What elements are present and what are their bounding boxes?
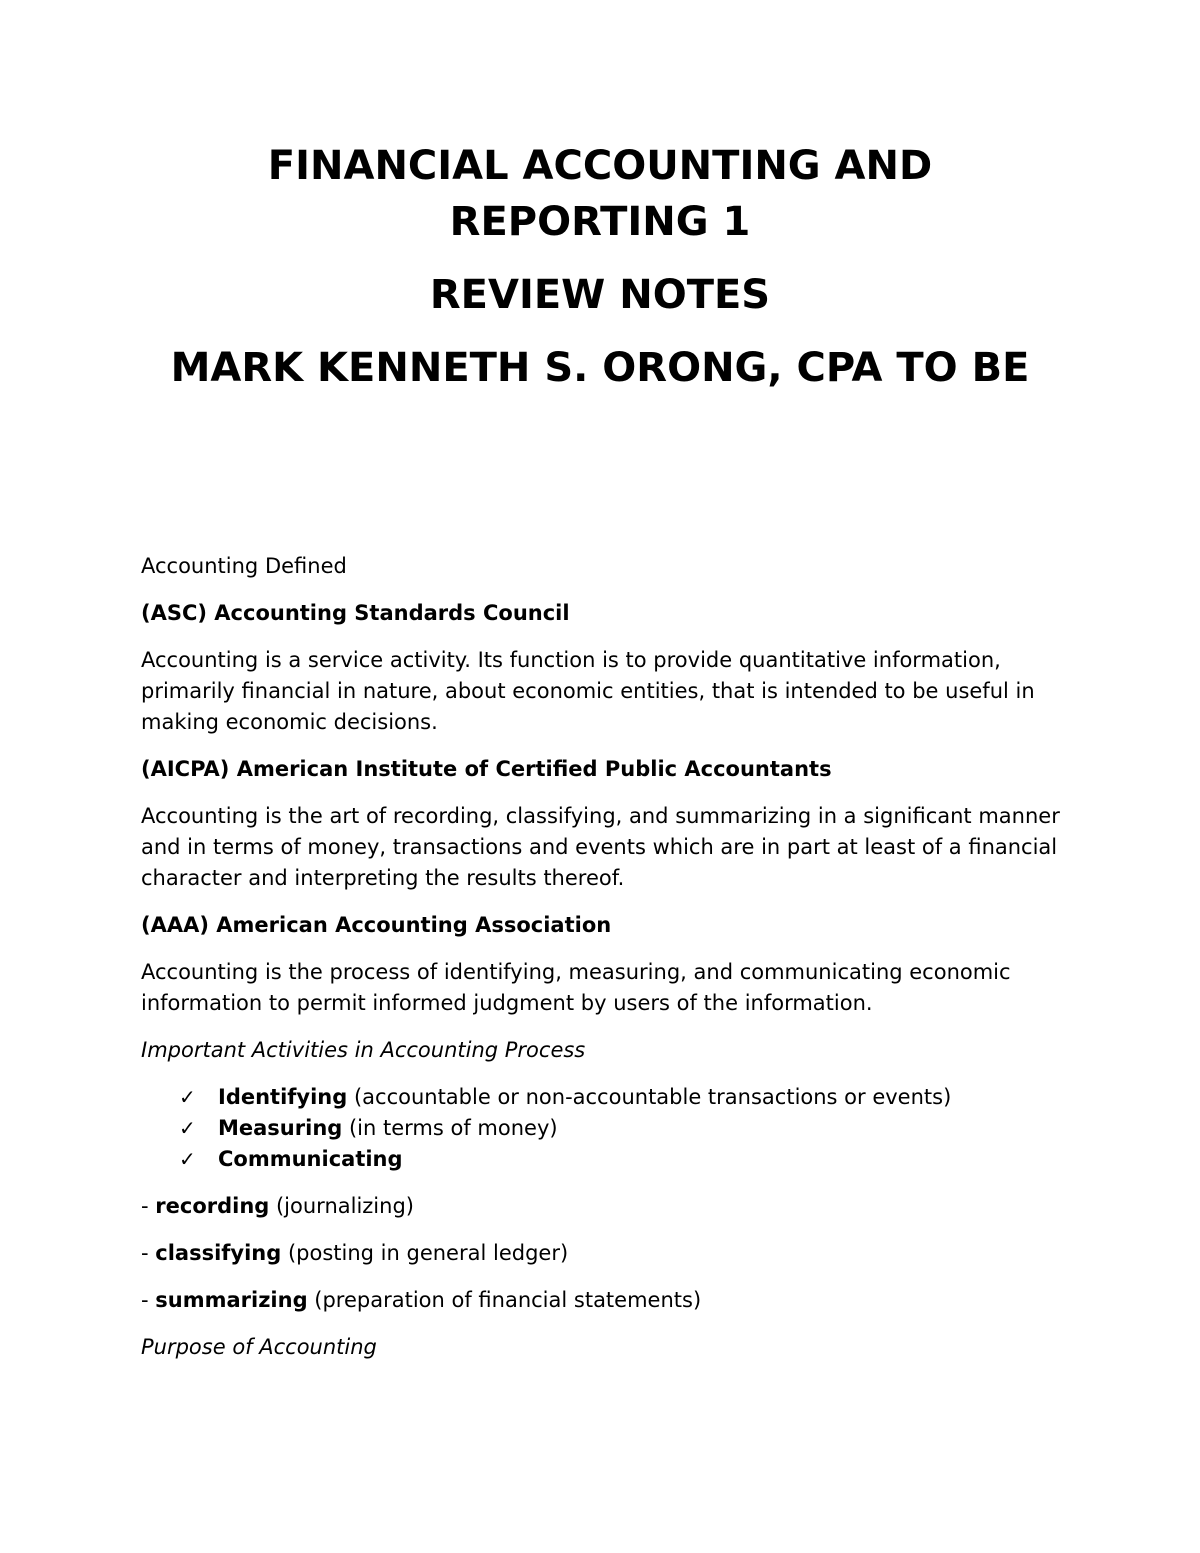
list-item — [141, 1082, 1061, 1113]
sub-activity-name: classifying — [155, 1241, 282, 1265]
purpose-heading: Purpose of Accounting — [141, 1335, 377, 1359]
title-author: MARK KENNETH S. ORONG, CPA TO BE — [170, 345, 1030, 391]
activity-detail: (accountable or non-accountable transactions or events) — [347, 1085, 952, 1109]
activity-name: Measuring — [218, 1116, 343, 1140]
document-body — [141, 551, 1061, 1379]
check-icon: ✓ — [179, 1147, 196, 1171]
list-item — [141, 1144, 1061, 1175]
sub-activity-detail: (journalizing) — [269, 1194, 414, 1218]
sub-activity-classifying — [141, 1238, 1061, 1269]
sub-activity-detail: (posting in general ledger) — [281, 1241, 569, 1265]
title-subtitle: REVIEW NOTES — [429, 272, 771, 318]
definition-heading-asc: (ASC) Accounting Standards Council — [141, 601, 570, 625]
sub-activity-detail: (preparation of financial statements) — [307, 1288, 702, 1312]
activities-heading: Important Activities in Accounting Process — [141, 1038, 586, 1062]
activity-name: Communicating — [218, 1147, 403, 1171]
sub-activity-prefix: - — [141, 1194, 156, 1218]
sub-activity-name: summarizing — [155, 1288, 308, 1312]
check-icon: ✓ — [179, 1116, 196, 1140]
list-item — [141, 1113, 1061, 1144]
definition-heading-aaa: (AAA) American Accounting Association — [141, 913, 612, 937]
title-main: FINANCIAL ACCOUNTING AND REPORTING 1 — [267, 143, 933, 245]
sub-activity-summarizing — [141, 1285, 1061, 1316]
activities-list — [141, 1082, 1061, 1175]
activity-detail: (in terms of money) — [342, 1116, 558, 1140]
sub-activity-prefix: - — [141, 1288, 156, 1312]
definition-text-asc: Accounting is a service activity. Its function is to provide quantitative information, primarily financial in nature, about economic entities, that is intended to be useful in making economic decisions. — [141, 648, 1035, 734]
definition-text-aaa: Accounting is the process of identifying, measuring, and communicating economic information to permit informed judgment by users of the information. — [141, 960, 1011, 1015]
section-label: Accounting Defined — [141, 554, 347, 578]
definition-text-aicpa: Accounting is the art of recording, classifying, and summarizing in a significant manner and in terms of money, transactions and events which are in part at least of a financial character and interpreting the results thereof. — [141, 804, 1060, 890]
activity-name: Identifying — [218, 1085, 348, 1109]
sub-activity-name: recording — [155, 1194, 270, 1218]
definition-heading-aicpa: (AICPA) American Institute of Certified Public Accountants — [141, 757, 832, 781]
sub-activity-recording — [141, 1191, 1061, 1222]
check-icon: ✓ — [179, 1085, 196, 1109]
sub-activity-prefix: - — [141, 1241, 156, 1265]
document-title — [140, 138, 1060, 413]
